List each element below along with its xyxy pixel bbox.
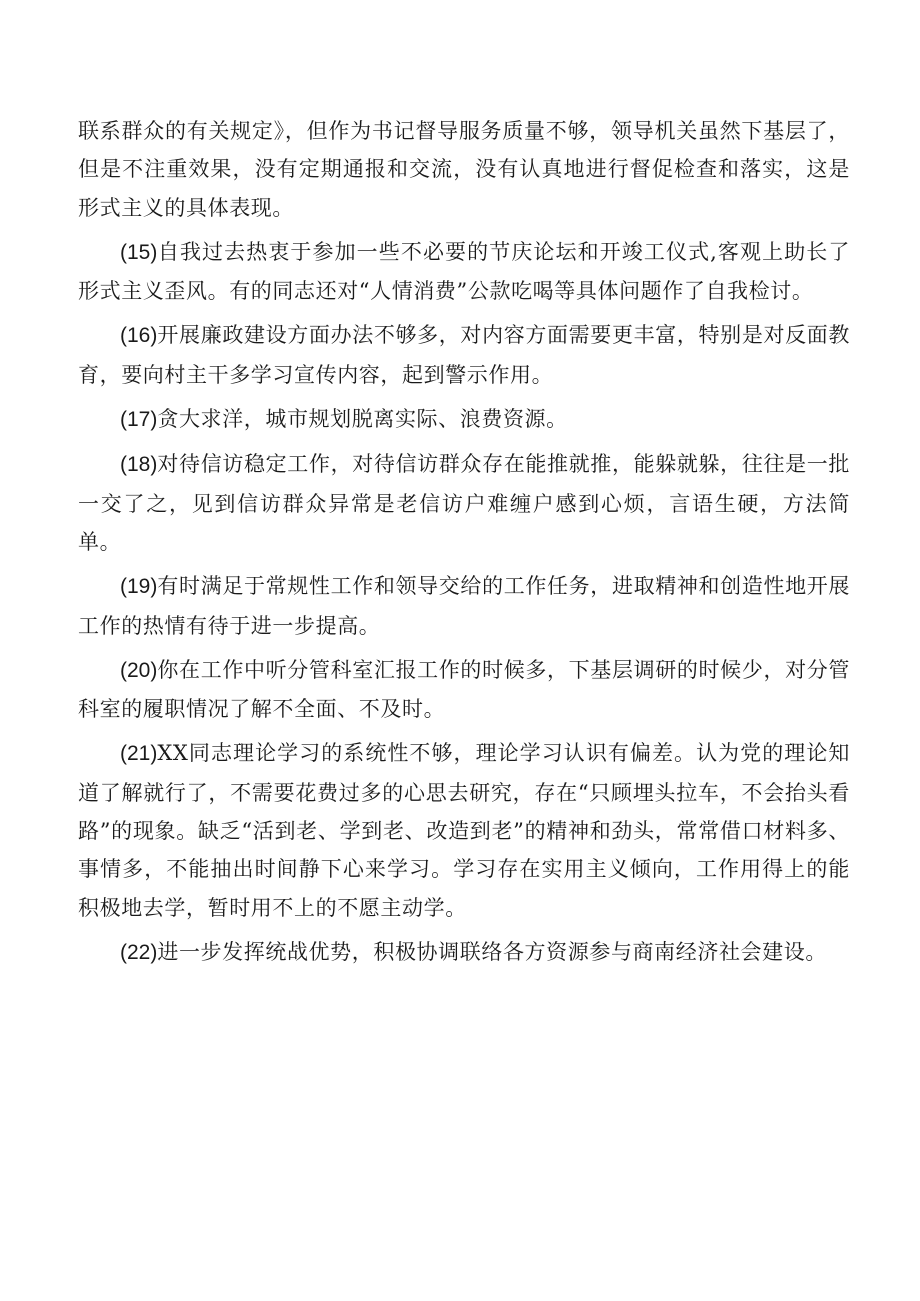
paragraph-text: 开展廉政建设方面办法不够多，对内容方面需要更丰富，特别是对反面教育，要向村主干多学习宣传内容，起到警示作用。 [78, 323, 850, 387]
item-number: (18) [120, 453, 158, 477]
paragraph-text: 进一步发挥统战优势，积极协调联络各方资源参与商南经济社会建设。 [157, 939, 827, 964]
item-number: (20) [120, 658, 158, 682]
paragraph-20 [78, 651, 850, 729]
document-body [78, 112, 850, 978]
paragraph-22 [78, 933, 850, 972]
paragraph-21 [78, 734, 850, 926]
paragraph-text: 有时满足于常规性工作和领导交给的工作任务，进取精神和创造性地开展工作的热情有待于进一步提高。 [78, 574, 850, 638]
paragraph-text: 你在工作中听分管科室汇报工作的时候多，下基层调研的时候少，对分管科室的履职情况了解不全面、不及时。 [78, 657, 850, 722]
paragraph-19 [78, 567, 850, 645]
item-number: (21) [120, 742, 158, 766]
paragraph-text: XX同志理论学习的系统性不够，理论学习认识有偏差。认为党的理论知道了解就行了，不需要花费过多的心思去研究，存在“只顾埋头拉车，不会抬头看路”的现象。缺乏“活到老、学到老、改造到老”的精神和劲头，常常借口材料多、事情多，不能抽出时间静下心来学习。学习存在实用主义倾向，工作用得上的能积极地去学，暂时用不上的不愿主动学。 [78, 741, 850, 920]
paragraph-text: 自我过去热衷于参加一些不必要的节庆论坛和开竣工仪式,客观上助长了形式主义歪风。有的同志还对“人情消费”公款吃喝等具体问题作了自我检讨。 [78, 239, 850, 304]
paragraph-text: 对待信访稳定工作，对待信访群众存在能推就推，能躲就躲，往往是一批一交了之，见到信访群众异常是老信访户难缠户感到心烦，言语生硬，方法简单。 [78, 452, 850, 554]
paragraph-16 [78, 316, 850, 394]
item-number: (16) [120, 324, 158, 348]
paragraph-18 [78, 445, 850, 561]
item-number: (19) [120, 575, 158, 599]
paragraph-15 [78, 233, 850, 311]
paragraph-text: 贪大求洋，城市规划脱离实际、浪费资源。 [157, 407, 568, 432]
item-number: (22) [120, 940, 158, 964]
item-number: (17) [120, 408, 158, 432]
item-number: (15) [120, 240, 158, 264]
paragraph-17 [78, 400, 850, 439]
paragraph-continued [78, 112, 850, 227]
paragraph-text: 联系群众的有关规定》，但作为书记督导服务质量不够，领导机关虽然下基层了，但是不注重效果，没有定期通报和交流，没有认真地进行督促检查和落实，这是形式主义的具体表现。 [78, 119, 850, 220]
